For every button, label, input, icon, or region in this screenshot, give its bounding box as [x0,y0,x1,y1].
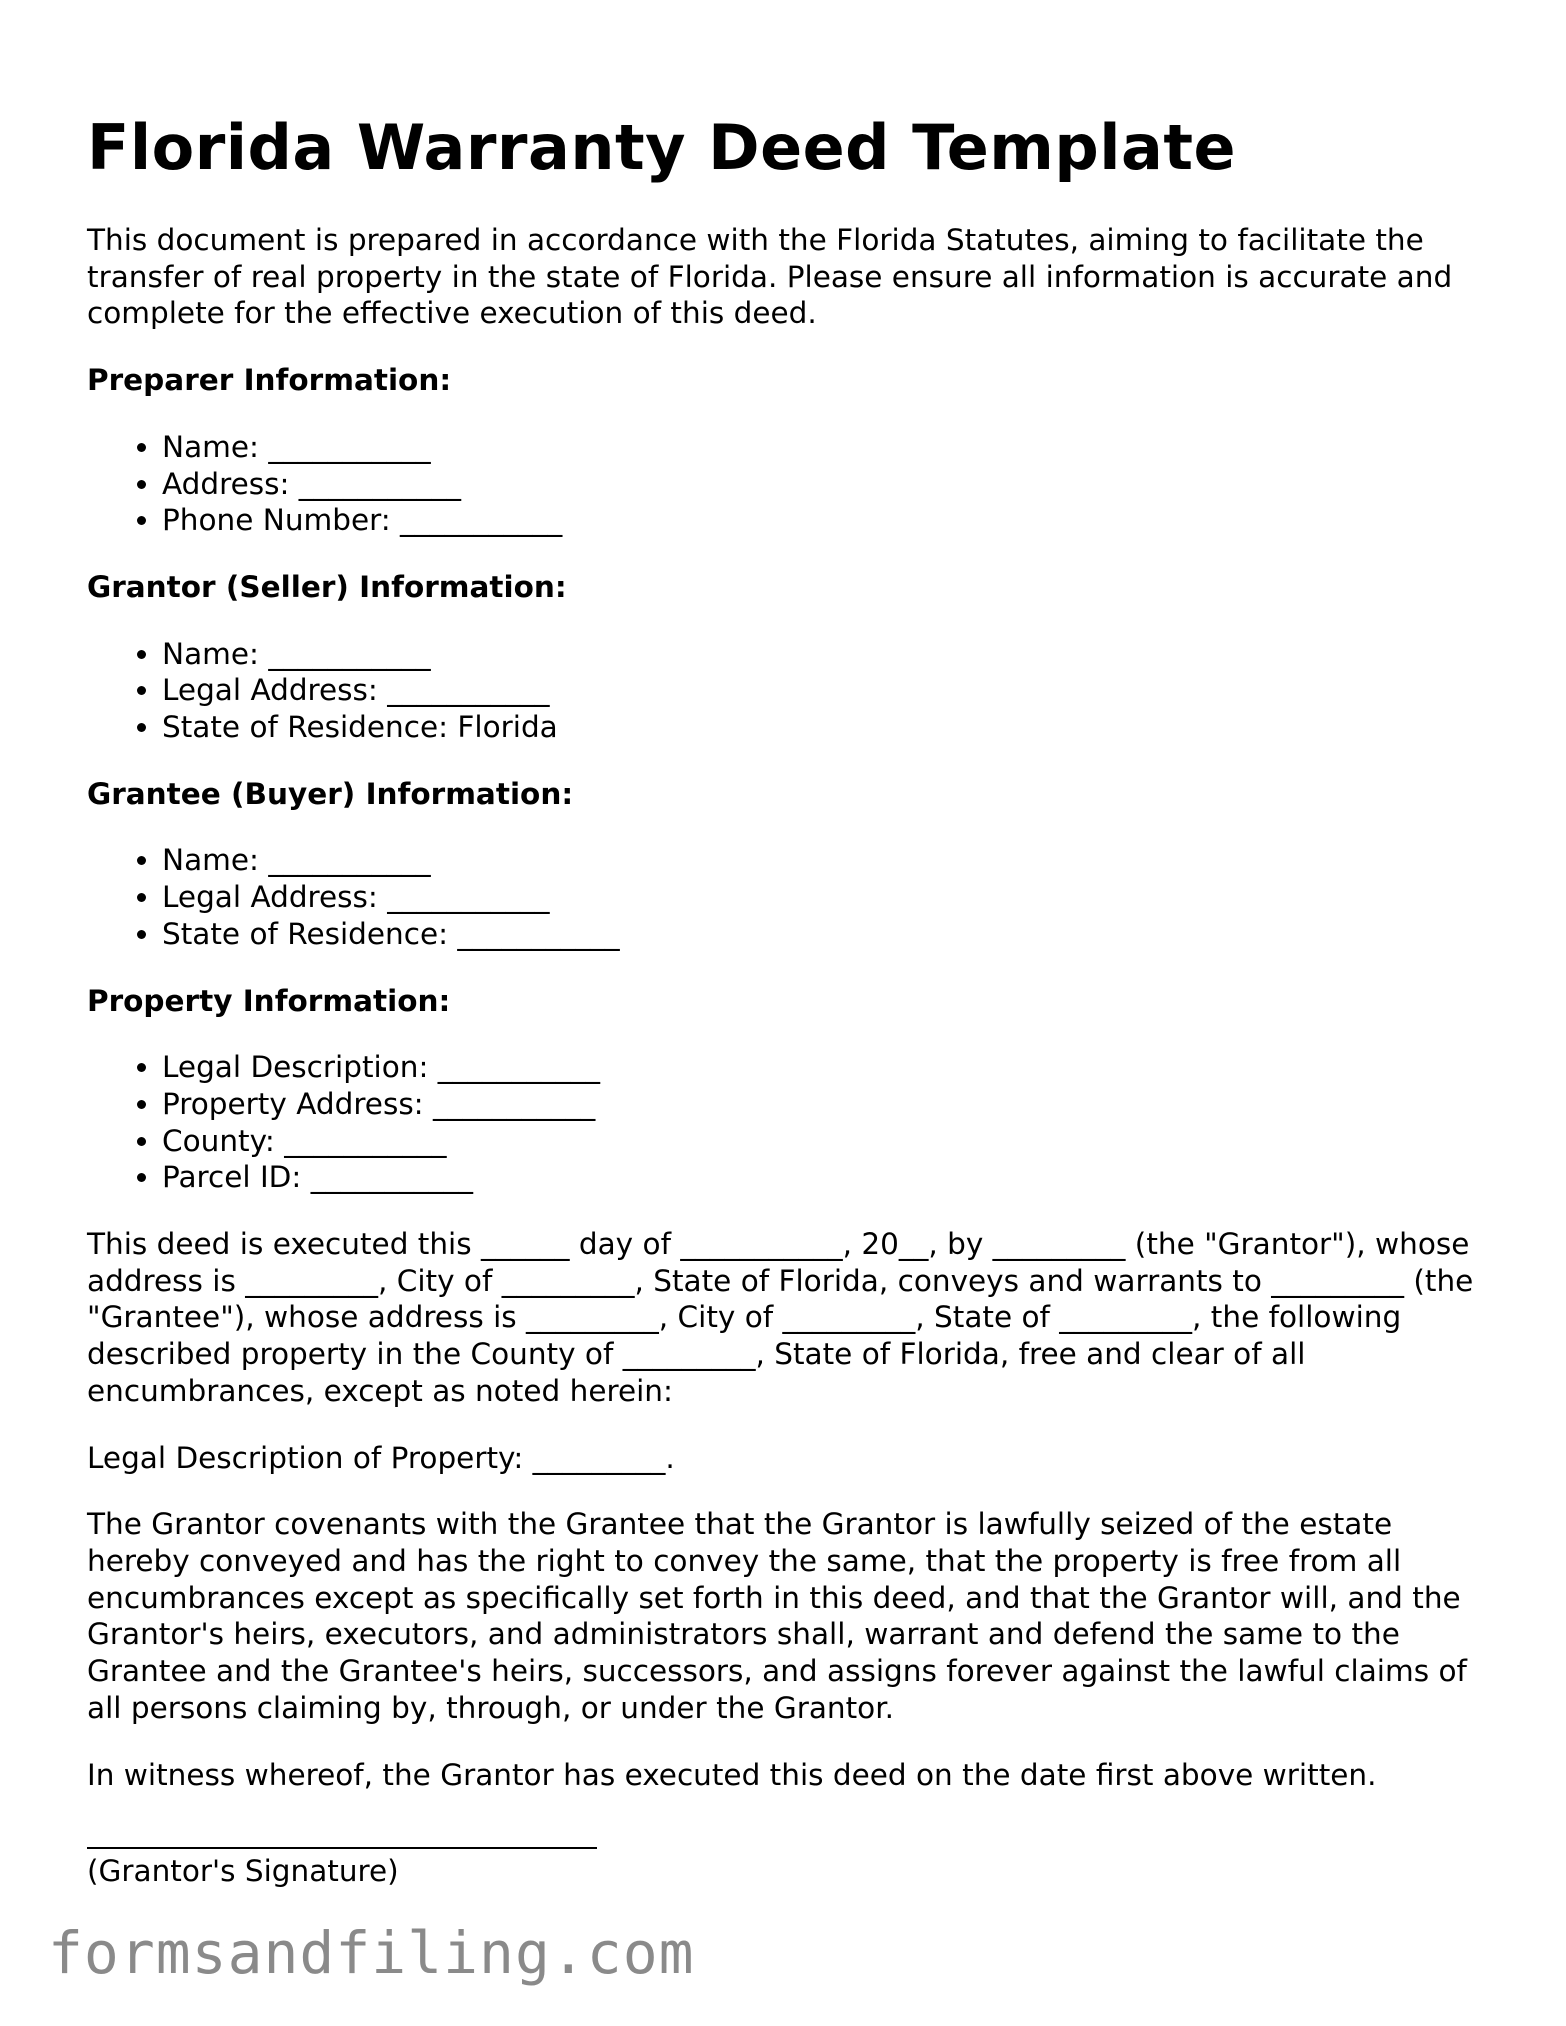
document-page [87,100,1487,1890]
grantee-list [87,842,1487,952]
watermark: formsandfiling.com [48,1919,695,1987]
property-heading: Property Information: [87,983,451,1018]
preparer-name-item: • Name: ___________ [162,429,1487,466]
preparer-address-item: • Address: ___________ [162,466,1487,503]
grantor-list [87,636,1487,746]
property-legal-description-item: • Legal Description: ___________ [162,1049,1487,1086]
execution-paragraph: This deed is executed this ______ day of ___________, 20__, by _________ (the "Grantor"), whose address is _________, City of _________, State of Florida, conveys and warrants to _________ (the "Grantee"), whose address is _________, City of _________, State of _________, the following described property in the County of _________, State of Florida, free and clear of all encumbrances, except as noted herein: [87,1227,1474,1408]
grantor-address-item: • Legal Address: ___________ [162,672,1487,709]
property-list [87,1049,1487,1196]
witness-line: In witness whereof, the Grantor has executed this deed on the date first above written. [87,1757,1377,1792]
grantor-heading: Grantor (Seller) Information: [87,569,567,604]
intro-paragraph: This document is prepared in accordance with the Florida Statutes, aiming to facilitate the transfer of real property in the state of Florida. Please ensure all information is accurate and complete for the effective execution of this deed. [87,223,1453,331]
grantor-state-item: • State of Residence: Florida [162,709,1487,746]
covenant-paragraph: The Grantor covenants with the Grantee that the Grantor is lawfully seized of the estate hereby conveyed and has the right to convey the same, that the property is free from all encumbrances except as specifically set forth in this deed, and that the Grantor will, and the Grantor's heirs, executors, and administrators shall, warrant and defend the same to the Grantee and the Grantee's heirs, successors, and assigns forever against the lawful claims of all persons claiming by, through, or under the Grantor. [87,1507,1467,1725]
preparer-phone-item: • Phone Number: ___________ [162,502,1487,539]
grantee-heading: Grantee (Buyer) Information: [87,776,574,811]
signature-line [87,1827,597,1849]
property-county-item: • County: ___________ [162,1123,1487,1160]
grantee-name-item: • Name: ___________ [162,842,1487,879]
grantor-name-item: • Name: ___________ [162,636,1487,673]
preparer-heading: Preparer Information: [87,363,452,398]
signature-caption: (Grantor's Signature) [87,1854,399,1889]
property-address-item: • Property Address: ___________ [162,1086,1487,1123]
property-parcel-id-item: • Parcel ID: ___________ [162,1159,1487,1196]
preparer-list [87,429,1487,539]
legal-description-line: Legal Description of Property: _________. [87,1440,675,1475]
grantee-address-item: • Legal Address: ___________ [162,879,1487,916]
document-title: Florida Warranty Deed Template [87,111,1237,184]
grantee-state-item: • State of Residence: ___________ [162,916,1487,953]
